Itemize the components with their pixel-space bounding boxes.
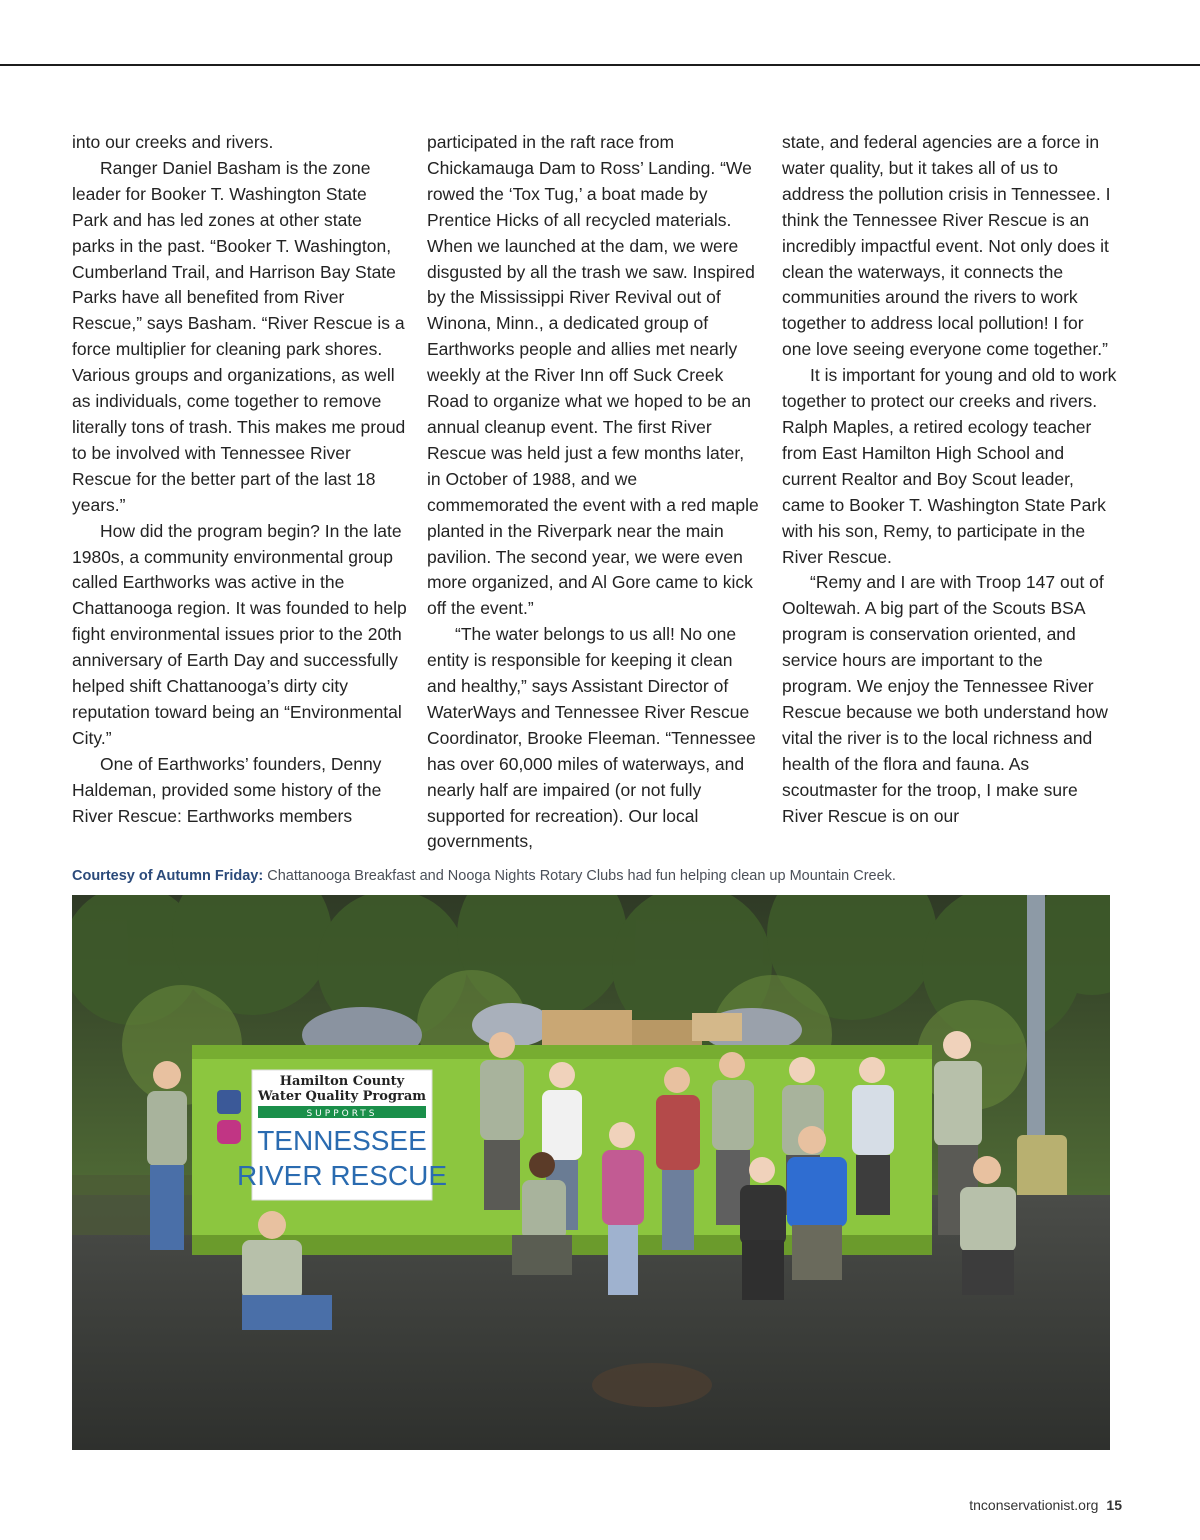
top-rule [0,64,1200,66]
page-number: 15 [1106,1497,1122,1513]
photo-credit: Courtesy of Autumn Friday: [72,868,264,884]
sign-supports: SUPPORTS [306,1109,378,1119]
article-column-1 [72,130,407,829]
sign-line-4: RIVER RESCUE [236,1160,448,1191]
trash-bin [1017,1135,1067,1205]
paragraph: “The water belongs to us all! No one entity is responsible for keeping it clean and healthy,” says Assistant Director of WaterWays and Tennessee River Rescue Coordinator, Brooke Fleeman. “Tennessee has over 60,000 miles of waterways, and nearly half are impaired (or not fully supported for recreation). Our local governments, [427,624,756,852]
caption-text: Chattanooga Breakfast and Nooga Nights Rotary Clubs had fun helping clean up Mountain Creek. [267,868,896,884]
site-url: tnconservationist.org [969,1497,1099,1513]
photo-caption [72,866,1122,886]
facebook-icon [217,1090,241,1114]
sign-line-3: TENNESSEE [257,1125,427,1156]
paragraph: into our creeks and rivers. [72,132,274,152]
paragraph: state, and federal agencies are a force in water quality, but it takes all of us to address the pollution crisis in Tennessee. I think the Tennessee River Rescue is an incredibly impactful event. Not only does it clean the waterways, it connects the communities around the rivers to work together to address local pollution! I for one love seeing everyone come together.” [782,132,1111,360]
instagram-icon [217,1120,241,1144]
sign-line-1: Hamilton County [279,1074,405,1089]
photo-illustration [72,895,1110,1450]
article-column-2 [427,130,762,855]
article-body [72,130,1120,860]
sign-line-2: Water Quality Program [257,1089,427,1104]
paragraph: How did the program begin? In the late 1980s, a community environmental group called Earthworks was active in the Chattanooga region. It was founded to help fight environmental issues prior to the 20th anniversary of Earth Day and successfully helped shift Chattanooga’s dirty city reputation toward being an “Environmental City.” [72,520,407,748]
paragraph: It is important for young and old to work together to protect our creeks and rivers. Ralph Maples, a retired ecology teacher from East Hamilton High School and current Realtor and Boy Scout leader, came to Booker T. Washington State Park with his son, Remy, to participate in the River Rescue. [782,365,1117,567]
group-photo [72,895,1110,1450]
event-sign [237,1070,447,1200]
article-column-3 [782,130,1117,829]
paragraph: Ranger Daniel Basham is the zone leader for Booker T. Washington State Park and has led zones at other state parks in the past. “Booker T. Washington, Cumberland Trail, and Harrison Bay State Parks have all benefited from River Rescue,” says Basham. “River Rescue is a force multiplier for cleaning park shores. Various groups and organizations, as well as individuals, come together to remove literally tons of trash. This makes me proud to be involved with Tennessee River Rescue for the better part of the last 18 years.” [72,157,406,515]
page-footer [969,1497,1122,1513]
paragraph: One of Earthworks’ founders, Denny Haldeman, provided some history of the River Rescue: Earthworks members [72,753,382,826]
paragraph: participated in the raft race from Chickamauga Dam to Ross’ Landing. “We rowed the ‘Tox Tug,’ a boat made by Prentice Hicks of all recycled materials. When we launched at the dam, we were disgusted by all the trash we saw. Inspired by the Mississippi River Revival out of Winona, Minn., a dedicated group of Earthworks people and allies met nearly weekly at the River Inn off Suck Creek Road to organize what we hoped to be an annual cleanup event. The first River Rescue was held just a few months later, in October of 1988, and we commemorated the event with a red maple planted in the Riverpark near the main pavilion. The second year, we were even more organized, and Al Gore came to kick off the event.” [427,132,759,619]
paragraph: “Remy and I are with Troop 147 out of Ooltewah. A big part of the Scouts BSA program is conservation oriented, and service hours are important to the program. We enjoy the Tennessee River Rescue because we both understand how vital the river is to the local richness and health of the flora and fauna. As scoutmaster for the troop, I make sure River Rescue is on our [782,572,1108,826]
